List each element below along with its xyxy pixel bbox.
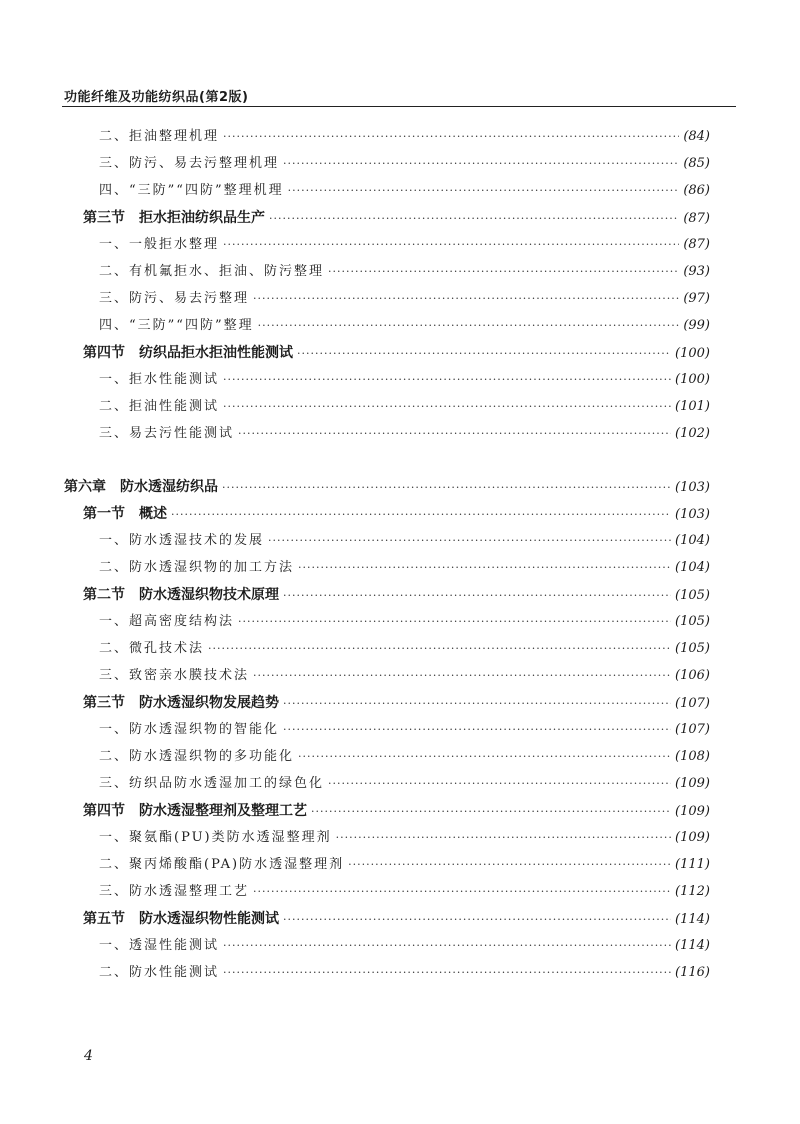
- toc-entry-page: (111): [675, 857, 710, 872]
- toc-entry-page: (101): [675, 399, 710, 414]
- toc-leader-dots: [283, 718, 671, 742]
- toc-entry-title: 第二节 防水透湿织物技术原理: [83, 587, 279, 603]
- toc-entry: [99, 961, 710, 985]
- toc-entry: [99, 125, 710, 149]
- toc-entry-title: 二、防水性能测试: [99, 965, 220, 980]
- toc-entry-title: 一、防水透湿织物的智能化: [99, 722, 280, 737]
- toc-entry: [99, 853, 710, 877]
- toc-entry: [99, 664, 710, 688]
- toc-leader-dots: [283, 584, 671, 608]
- toc-entry: [99, 934, 710, 958]
- toc-entry-page: (106): [675, 668, 710, 683]
- toc-entry-title: 二、拒油性能测试: [99, 399, 220, 414]
- toc-entry-title: 三、纺织品防水透湿加工的绿色化: [99, 776, 325, 791]
- toc-entry-title: 一、超高密度结构法: [99, 614, 235, 629]
- toc-entry-page: (85): [683, 156, 710, 171]
- toc-entry: [99, 745, 710, 769]
- toc-entry-page: (87): [683, 237, 710, 252]
- toc-entry-title: 第三节 防水透湿织物发展趋势: [83, 695, 279, 711]
- toc-entry: [99, 152, 710, 176]
- toc-section-entry: [83, 206, 710, 230]
- toc-entry: [99, 880, 710, 904]
- toc-leader-dots: [238, 610, 671, 634]
- toc-entry: [99, 422, 710, 446]
- page-number: 4: [84, 1048, 93, 1064]
- toc-leader-dots: [268, 529, 671, 553]
- toc-entry-title: 一、聚氨酯(PU)类防水透湿整理剂: [99, 830, 332, 845]
- toc-leader-dots: [311, 800, 671, 824]
- toc-entry: [99, 179, 710, 203]
- toc-entry-page: (109): [675, 830, 710, 845]
- toc-entry: [99, 287, 710, 311]
- toc-entry-page: (116): [675, 965, 710, 980]
- toc-entry-page: (100): [675, 346, 710, 361]
- toc-leader-dots: [222, 476, 671, 500]
- toc-entry-title: 二、拒油整理机理: [99, 129, 220, 144]
- toc-leader-dots: [258, 314, 680, 338]
- toc-entry: [99, 772, 710, 796]
- toc-entry-title: 一、拒水性能测试: [99, 372, 220, 387]
- toc-entry-page: (105): [675, 641, 710, 656]
- toc-leader-dots: [348, 853, 671, 877]
- toc-entry-page: (107): [675, 722, 710, 737]
- toc-entry-page: (114): [675, 938, 710, 953]
- toc-leader-dots: [336, 826, 671, 850]
- toc-entry: [99, 826, 710, 850]
- toc-entry-title: 第三节 拒水拒油纺织品生产: [83, 210, 265, 226]
- toc-entry-title: 四、“三防”“四防”整理: [99, 318, 254, 333]
- toc-entry-page: (87): [683, 211, 710, 226]
- toc-leader-dots: [223, 125, 679, 149]
- toc-section-entry: [83, 341, 710, 365]
- toc-entry-title: 二、微孔技术法: [99, 641, 205, 656]
- toc-entry-page: (99): [683, 318, 710, 333]
- toc-entry-page: (103): [675, 507, 710, 522]
- toc-entry-title: 一、防水透湿技术的发展: [99, 533, 265, 548]
- toc-leader-dots: [269, 207, 679, 231]
- toc-entry-page: (84): [683, 129, 710, 144]
- toc-entry-page: (109): [675, 804, 710, 819]
- toc-entry: [99, 314, 710, 338]
- toc-entry-title: 二、防水透湿织物的多功能化: [99, 749, 295, 764]
- toc-leader-dots: [283, 692, 671, 716]
- toc-entry-title: 三、防污、易去污整理机理: [99, 156, 280, 171]
- toc-entry: [99, 368, 710, 392]
- toc-entry-page: (109): [675, 776, 710, 791]
- toc-leader-dots: [328, 772, 671, 796]
- toc-entry: [99, 233, 710, 257]
- toc-entry: [99, 718, 710, 742]
- toc-entry-page: (105): [675, 588, 710, 603]
- toc-entry-title: 第一节 概述: [83, 506, 167, 522]
- toc-chapter-entry: [64, 475, 710, 499]
- toc-leader-dots: [253, 287, 679, 311]
- toc-entry-page: (105): [675, 614, 710, 629]
- toc-leader-dots: [253, 664, 671, 688]
- toc-entry-title: 第四节 纺织品拒水拒油性能测试: [83, 345, 293, 361]
- toc-entry-page: (104): [675, 533, 710, 548]
- toc-section-entry: [83, 583, 710, 607]
- running-header-book-title: 功能纤维及功能纺织品(第2版): [64, 90, 249, 105]
- toc-entry-title: 三、防水透湿整理工艺: [99, 884, 250, 899]
- toc-leader-dots: [223, 368, 671, 392]
- toc-entry-page: (114): [675, 912, 710, 927]
- toc-entry-page: (108): [675, 749, 710, 764]
- toc-entry: [99, 395, 710, 419]
- toc-entry-title: 二、防水透湿织物的加工方法: [99, 560, 295, 575]
- toc-entry-title: 一、透湿性能测试: [99, 938, 220, 953]
- toc-entry-title: 二、聚丙烯酸酯(PA)防水透湿整理剂: [99, 857, 345, 872]
- toc-leader-dots: [283, 152, 679, 176]
- toc-entry-title: 第五节 防水透湿织物性能测试: [83, 911, 279, 927]
- toc-leader-dots: [288, 179, 680, 203]
- toc-entry-page: (93): [683, 264, 710, 279]
- toc-leader-dots: [223, 233, 679, 257]
- toc-entry: [99, 529, 710, 553]
- toc-leader-dots: [328, 260, 679, 284]
- header-rule: [62, 106, 736, 107]
- toc-entry-title: 三、致密亲水膜技术法: [99, 668, 250, 683]
- toc-entry-title: 三、易去污性能测试: [99, 426, 235, 441]
- toc-entry-page: (112): [675, 884, 710, 899]
- toc-entry: [99, 610, 710, 634]
- toc-entry-title: 第六章 防水透湿纺织品: [64, 479, 218, 495]
- toc-entry-title: 四、“三防”“四防”整理机理: [99, 183, 284, 198]
- toc-leader-dots: [223, 934, 671, 958]
- toc-leader-dots: [208, 637, 671, 661]
- toc-entry-page: (104): [675, 560, 710, 575]
- toc-leader-dots: [223, 395, 671, 419]
- toc-leader-dots: [223, 961, 671, 985]
- toc-entry-page: (102): [675, 426, 710, 441]
- toc-section-entry: [83, 799, 710, 823]
- toc-entry-page: (86): [683, 183, 710, 198]
- toc-section-entry: [83, 691, 710, 715]
- toc-entry-page: (107): [675, 696, 710, 711]
- toc-leader-dots: [283, 908, 671, 932]
- toc-section-entry: [83, 502, 710, 526]
- toc-leader-dots: [171, 503, 671, 527]
- toc-entry-page: (97): [683, 291, 710, 306]
- toc-entry-title: 三、防污、易去污整理: [99, 291, 250, 306]
- toc-entry-page: (100): [675, 372, 710, 387]
- toc-entry: [99, 260, 710, 284]
- toc-entry: [99, 556, 710, 580]
- toc-entry: [99, 637, 710, 661]
- toc-entry-page: (103): [675, 480, 710, 495]
- toc-section-entry: [83, 907, 710, 931]
- toc-leader-dots: [253, 880, 671, 904]
- toc-entry-title: 第四节 防水透湿整理剂及整理工艺: [83, 803, 307, 819]
- toc-entry-title: 二、有机氟拒水、拒油、防污整理: [99, 264, 325, 279]
- toc-leader-dots: [298, 556, 671, 580]
- toc-leader-dots: [297, 342, 671, 366]
- toc-leader-dots: [238, 422, 671, 446]
- toc-entry-title: 一、一般拒水整理: [99, 237, 220, 252]
- toc-leader-dots: [298, 745, 671, 769]
